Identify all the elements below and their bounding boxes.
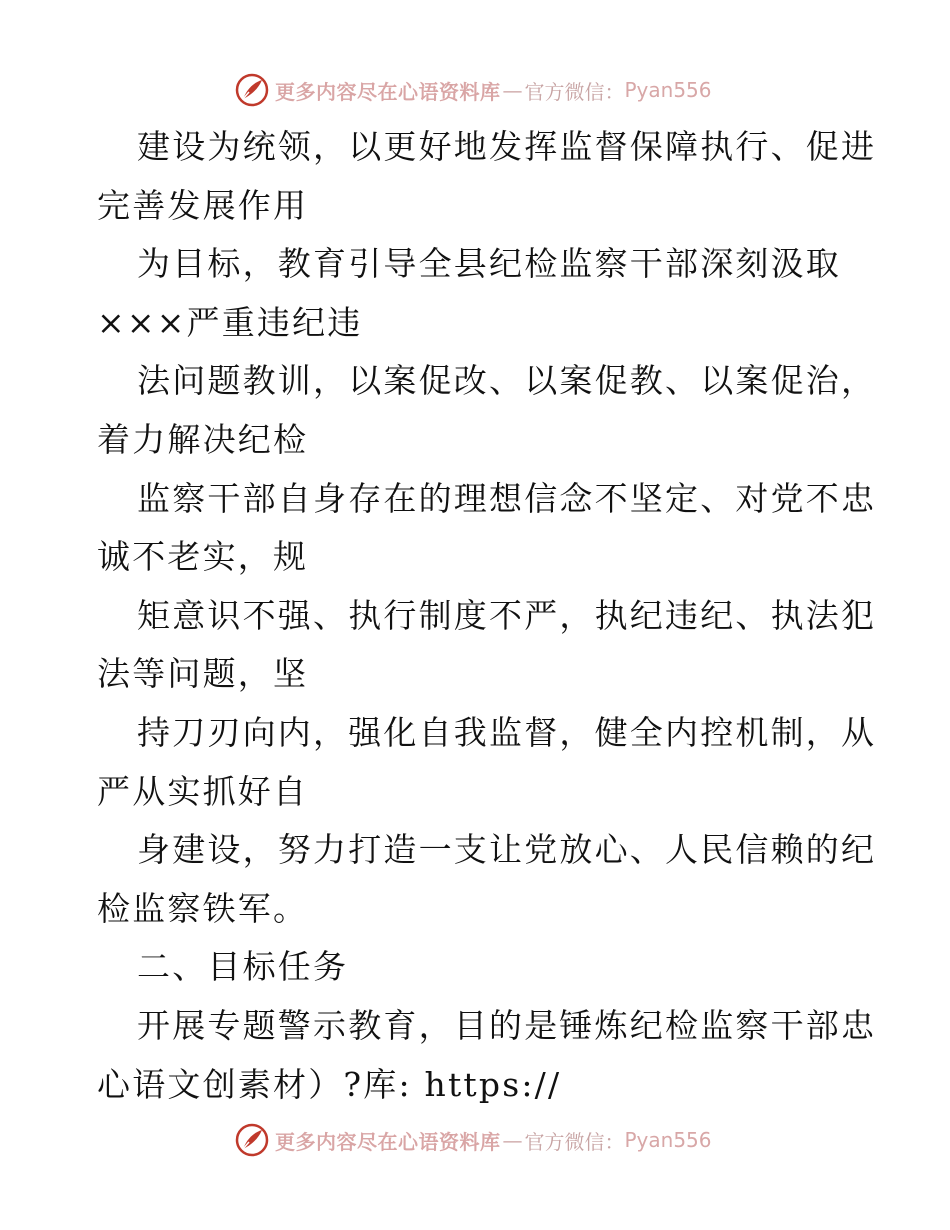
feather-pen-logo-icon [235, 1123, 269, 1157]
watermark-footer [235, 1122, 712, 1158]
watermark-main-text: 更多内容尽在心语资料库 [275, 1129, 501, 1154]
text-line: 法问题教训，以案促改、以案促教、以案促治， [137, 361, 877, 401]
text-line: 严从实抓好自 [97, 771, 309, 811]
watermark-wechat-id: Pyan556 [624, 78, 712, 102]
text-line: 着力解决纪检 [97, 419, 309, 459]
watermark-wechat-label: 官方微信： [524, 1129, 625, 1154]
text-line: 矩意识不强、执行制度不严，执纪违纪、执法犯 [137, 595, 877, 635]
watermark-wechat-id: Pyan556 [624, 1128, 712, 1152]
text-line: 监察干部自身存在的理想信念不坚定、对党不忠 [137, 478, 877, 518]
text-line: 建设为统领，以更好地发挥监督保障执行、促进 [137, 127, 877, 166]
watermark-dash: — [502, 1128, 523, 1152]
text-line: 持刀刃向内，强化自我监督，健全内控机制，从 [137, 712, 877, 752]
text-line: 法等问题，坚 [97, 654, 309, 694]
text-line: ×××严重违纪违 [97, 302, 363, 342]
text-line: 完善发展作用 [97, 185, 309, 225]
document-body [97, 118, 877, 1114]
text-line: 为目标，教育引导全县纪检监察干部深刻汲取 [137, 244, 841, 284]
text-line: 身建设，努力打造一支让党放心、人民信赖的纪 [137, 830, 877, 870]
section-heading: 二、目标任务 [137, 947, 349, 987]
watermark-main-text: 更多内容尽在心语资料库 [275, 79, 501, 104]
watermark-dash: — [502, 78, 523, 102]
feather-pen-logo-icon [235, 73, 269, 107]
watermark-header [235, 72, 712, 108]
watermark-wechat-label: 官方微信： [524, 79, 625, 104]
text-line: 开展专题警示教育，目的是锤炼纪检监察干部忠 [137, 1005, 877, 1045]
text-line: 检监察铁军。 [97, 888, 309, 928]
text-line: 心语文创素材）?库: https:// [97, 1064, 562, 1104]
text-line: 诚不老实，规 [97, 537, 309, 577]
